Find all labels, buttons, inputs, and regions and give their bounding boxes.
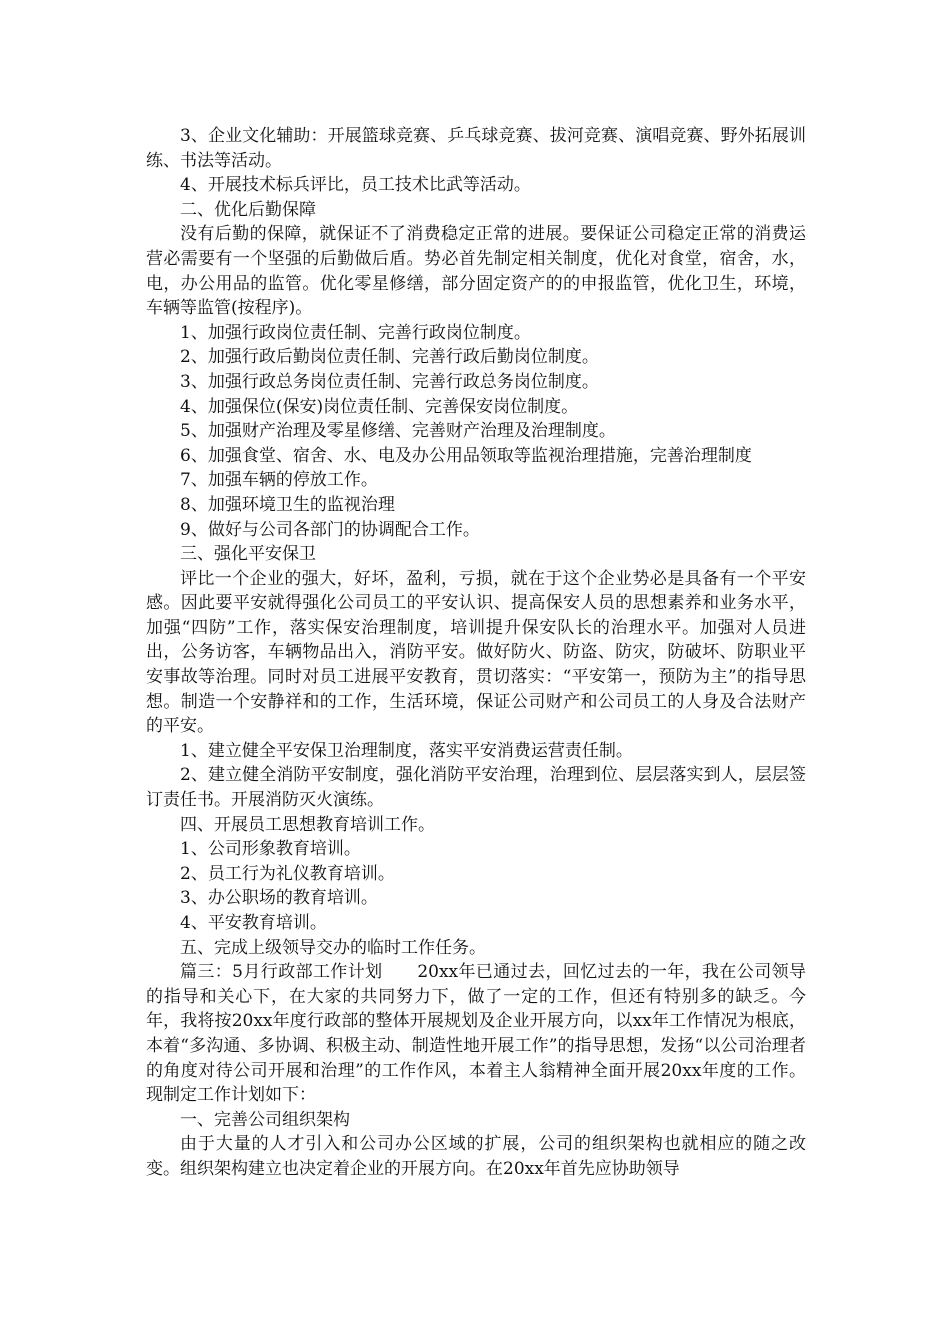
paragraph: 4、开展技术标兵评比，员工技术比武等活动。 bbox=[180, 175, 531, 196]
list-item: 7、加强车辆的停放工作。 bbox=[180, 470, 378, 491]
section-heading: 一、完善公司组织架构 bbox=[180, 1109, 350, 1130]
paragraph: 3、企业文化辅助：开展篮球竞赛、乒乓球竞赛、拔河竞赛、演唱竞赛、野外拓展训练、书法等活动。 bbox=[146, 126, 806, 171]
list-item: 1、公司形象教育培训。 bbox=[180, 839, 361, 860]
list-item: 3、办公职场的教育培训。 bbox=[180, 888, 378, 909]
list-item: 2、加强行政后勤岗位责任制、完善行政后勤岗位制度。 bbox=[180, 347, 599, 368]
section-heading: 四、开展员工思想教育培训工作。 bbox=[180, 814, 435, 835]
list-item: 4、平安教育培训。 bbox=[180, 913, 327, 933]
list-item: 8、加强环境卫生的监视治理 bbox=[180, 494, 395, 515]
paragraph: 评比一个企业的强大，好坏，盈利，亏损，就在于这个企业势必是具备有一个平安感。因此要平安就得强化公司员工的平安认识、提高保安人员的思想素养和业务水平，加强“四防”工作，落实保安治理制度，培训提升保安队长的治理水平。加强对人员进出，公务访客，车辆物品出入，消防平安。做好防火、防盗、防灾，防破坏、防职业平安事故等治理。同时对员工进展平安教育，贯切落实：“平安第一，预防为主”的指导思想。制造一个安静祥和的工作，生活环境，保证公司财产和公司员工的人身及合法财产的平安。 bbox=[146, 568, 806, 737]
paragraph: 由于大量的人才引入和公司办公区域的扩展，公司的组织架构也就相应的随之改变。组织架构建立也决定着企业的开展方向。在20xx年首先应协助领导 bbox=[146, 1134, 806, 1179]
list-item: 1、建立健全平安保卫治理制度，落实平安消费运营责任制。 bbox=[180, 740, 633, 761]
list-item: 6、加强食堂、宿舍、水、电及办公用品领取等监视治理措施，完善治理制度 bbox=[180, 445, 752, 466]
section-heading: 五、完成上级领导交办的临时工作任务。 bbox=[180, 937, 486, 958]
list-item: 9、做好与公司各部门的协调配合工作。 bbox=[180, 519, 480, 540]
section-heading: 二、优化后勤保障 bbox=[180, 199, 316, 220]
list-item: 1、加强行政岗位责任制、完善行政岗位制度。 bbox=[180, 322, 531, 343]
list-item: 4、加强保位(保安)岗位责任制、完善保安岗位制度。 bbox=[180, 396, 579, 417]
section-heading: 三、强化平安保卫 bbox=[180, 544, 316, 565]
list-item: 2、建立健全消防平安制度，强化消防平安治理，治理到位、层层落实到人，层层签订责任书。开展消防灭火演练。 bbox=[146, 765, 806, 811]
paragraph: 没有后勤的保障，就保证不了消费稳定正常的进展。要保证公司稳定正常的消费运营必需要有一个坚强的后勤做后盾。势必首先制定相关制度，优化对食堂，宿舍，水，电，办公用品的监管。优化零星修缮，部分固定资产的的申报监管，优化卫生，环境，车辆等监管(按程序)。 bbox=[146, 224, 806, 319]
list-item: 5、加强财产治理及零星修缮、完善财产治理及治理制度。 bbox=[180, 421, 616, 442]
paragraph: 篇三：5月行政部工作计划 20xx年已通过去，回忆过去的一年，我在公司领导的指导和关心下，在大家的共同努力下，做了一定的工作，但还有特别多的缺乏。今年，我将按20xx年度行政部的整体开展规划及企业开展方向，以xx年工作情况为根底，本着“多沟通、多协调、积极主动、制造性地开展工作”的指导思想，发扬“以公司治理者的角度对待公司开展和治理”的工作作风，本着主人翁精神全面开展20xx年度的工作。现制定工作计划如下： bbox=[146, 962, 806, 1106]
list-item: 2、员工行为礼仪教育培训。 bbox=[180, 863, 395, 884]
list-item: 3、加强行政总务岗位责任制、完善行政总务岗位制度。 bbox=[180, 371, 599, 392]
document-body bbox=[146, 124, 806, 1182]
